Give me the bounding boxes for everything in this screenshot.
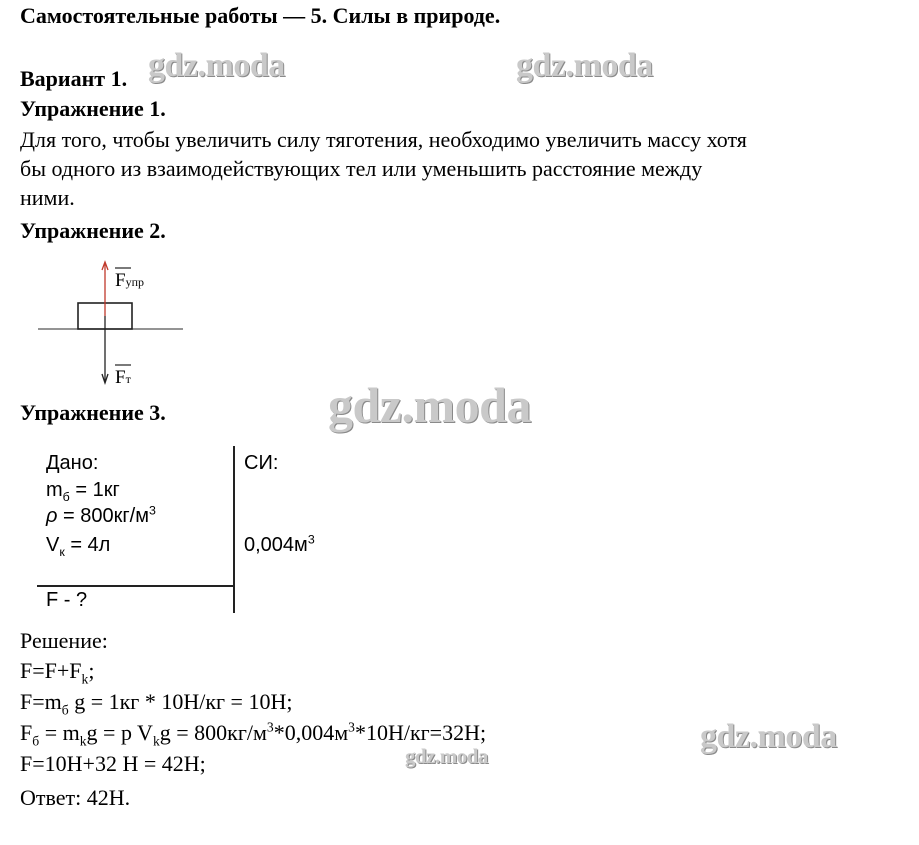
elastic-force-label — [115, 270, 144, 292]
solution-line-1-sub: k — [81, 671, 89, 687]
elastic-force-arrowhead — [102, 262, 108, 270]
solution-line-2-part: g = 1кг * 10Н/кг = 10Н; — [68, 689, 293, 714]
exercise-1-heading: Упражнение 1. — [20, 96, 166, 121]
find-label: F - ? — [46, 589, 88, 611]
exercise-3-heading: Упражнение 3. — [20, 400, 166, 425]
solution-line-3-part: g = p V — [86, 720, 153, 745]
given-table-divider-vertical — [233, 446, 235, 613]
gravity-force-label — [115, 367, 131, 389]
mass-value: = 1кг — [69, 479, 120, 501]
si-volume-value: 0,004м — [244, 534, 308, 556]
solution-line-3-part: = m — [39, 720, 80, 745]
block — [78, 303, 132, 329]
solution-line-1-part: ; — [88, 658, 95, 683]
gravity-force-subscript: т — [125, 372, 131, 386]
solution-line-4: F=10Н+32 Н = 42Н; — [20, 751, 206, 776]
solution-line-3-sub: k — [79, 733, 87, 749]
solution-line-3-part: *0,004м — [273, 720, 349, 745]
given-volume — [46, 534, 110, 557]
page-title: Самостоятельные работы — 5. Силы в природе. — [20, 3, 501, 28]
si-header: СИ: — [244, 452, 279, 474]
solution-line-3 — [20, 718, 486, 747]
si-volume — [244, 534, 315, 557]
solution-line-3-part: F — [20, 720, 33, 745]
variant-label: Вариант 1. — [20, 66, 128, 91]
si-volume-superscript: 3 — [307, 532, 315, 547]
given-table-divider-horizontal — [37, 585, 234, 587]
watermark: gdz.moda — [328, 377, 531, 433]
solution-line-3-sub: б — [32, 733, 40, 749]
answer-line: Ответ: 42Н. — [20, 785, 131, 810]
solution-line-1-part: F=F+F — [20, 658, 82, 683]
gravity-force-arrowhead — [102, 374, 108, 383]
volume-value: = 4л — [64, 534, 111, 556]
volume-symbol: V — [46, 534, 60, 556]
watermark: gdz.moda — [148, 47, 285, 84]
given-density — [46, 505, 156, 528]
solution-line-3-sub: k — [152, 733, 160, 749]
solution-line-2-part: F=m — [20, 689, 62, 714]
mass-symbol: m — [46, 479, 63, 501]
volume-subscript: к — [59, 545, 65, 559]
gravity-force-letter: F — [115, 367, 126, 388]
elastic-force-subscript: упр — [125, 275, 144, 289]
mass-subscript: б — [62, 490, 70, 504]
solution-line-3-part: *10Н/кг=32Н; — [354, 720, 487, 745]
solution-line-3-sup: 3 — [266, 719, 274, 735]
solution-line-2 — [20, 687, 292, 716]
density-symbol: ρ — [46, 505, 58, 527]
given-header: Дано: — [46, 452, 99, 474]
solution-line-3-sup: 3 — [348, 719, 355, 735]
exercise-1-line-1: Для того, чтобы увеличить силу тяготения, необходимо увеличить массу хотя — [20, 127, 747, 152]
solution-line-2-sub: б — [61, 702, 69, 718]
watermark: gdz.moda — [700, 718, 837, 755]
elastic-force-letter: F — [115, 270, 126, 291]
watermark: gdz.moda — [405, 744, 488, 768]
solution-heading: Решение: — [20, 628, 108, 653]
given-mass — [46, 479, 120, 502]
exercise-1-line-3: ними. — [20, 185, 75, 210]
solution-line-1 — [20, 656, 94, 685]
exercise-1-line-2: бы одного из взаимодействующих тел или уменьшить расстояние между — [20, 156, 703, 181]
exercise-2-heading: Упражнение 2. — [20, 218, 166, 243]
watermark: gdz.moda — [516, 47, 653, 84]
solution-line-3-part: g = 800кг/м — [159, 720, 267, 745]
density-value: = 800кг/м — [57, 505, 149, 527]
density-superscript: 3 — [148, 503, 156, 518]
